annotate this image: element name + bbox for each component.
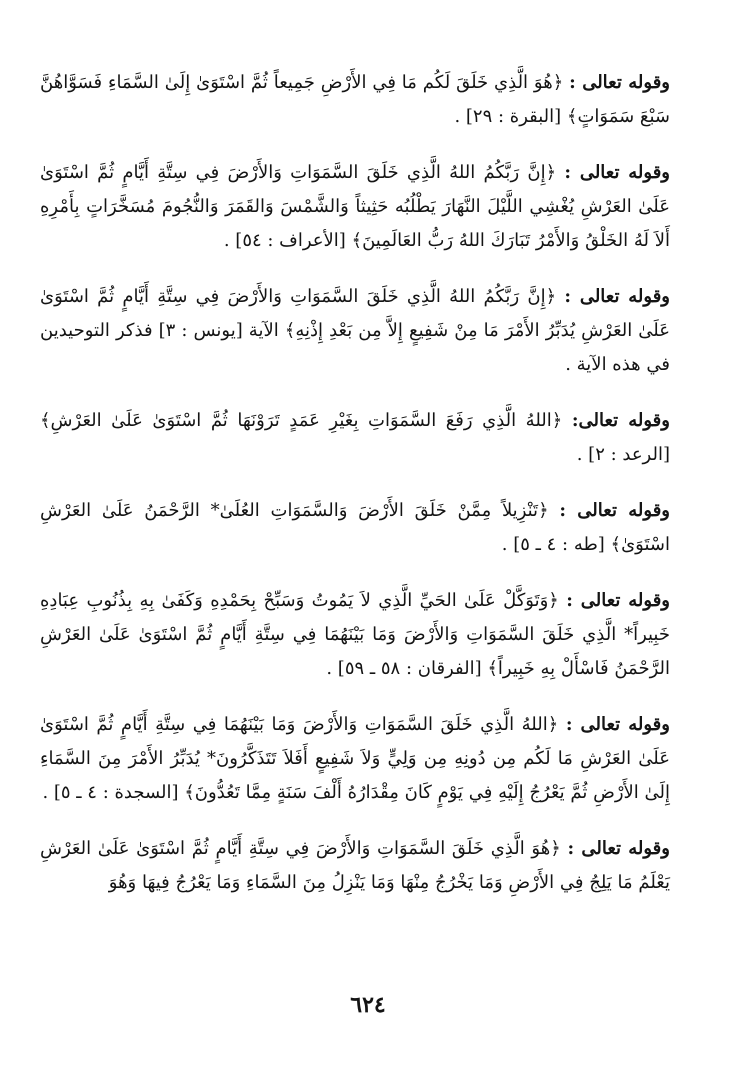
verse-paragraph-araf: [40, 156, 696, 258]
verse-intro: وقوله تعالى :: [564, 286, 670, 307]
verse-paragraph-furqan: [40, 584, 696, 686]
verse-text: ﴿وَتَوَكَّلْ عَلَىٰ الحَيِّ الَّذِي لاَ يَمُوتُ وَسَبِّحْ بِحَمْدِهِ وَكَفَىٰ بِهِ بِذُنُوبِ عِبَادِهِ خَبِيراً* الَّذِي خَلَقَ السَّمَوَاتِ وَالأَرْضَ وَمَا بَيْنَهُمَا فِي سِتَّةِ أَيَّامٍ ثُمَّ اسْتَوَىٰ عَلَىٰ العَرْشِ الرَّحْمَنُ فَاسْأَلْ بِهِ خَبِيراً﴾ [الفرقان : ٥٨ ـ ٥٩] .: [40, 590, 670, 679]
verse-text: ﴿هُوَ الَّذِي خَلَقَ السَّمَوَاتِ وَالأَرْضَ فِي سِتَّةِ أَيَّامٍ ثُمَّ اسْتَوَىٰ عَلَىٰ العَرْشِ يَعْلَمُ مَا يَلِجُ فِي الأَرْضِ وَمَا يَخْرُجُ مِنْهَا وَمَا يَنْزِلُ مِنَ السَّمَاءِ وَمَا يَعْرُجُ فِيهَا وَهُوَ: [40, 838, 670, 893]
verse-paragraph-yunus: [40, 280, 696, 382]
verse-intro: وقوله تعالى :: [567, 838, 670, 859]
verse-text: ﴿اللهُ الَّذِي خَلَقَ السَّمَوَاتِ وَالأَرْضَ وَمَا بَيْنَهُمَا فِي سِتَّةِ أَيَّامٍ ثُمَّ اسْتَوَىٰ عَلَىٰ العَرْشِ مَا لَكُم مِن دُونِهِ مِن وَلِيٍّ وَلاَ شَفِيعٍ أَفَلاَ تَتَذَكَّرُونَ* يُدَبِّرُ الأَمْرَ مِنَ السَّمَاءِ إِلَىٰ الأَرْضِ ثُمَّ يَعْرُجُ إِلَيْهِ فِي يَوْمٍ كَانَ مِقْدَارُهُ أَلْفَ سَنَةٍ مِمَّا تَعُدُّونَ﴾ [السجدة : ٤ ـ ٥] .: [40, 714, 670, 803]
verse-text: ﴿تَنْزِيلاً مِمَّنْ خَلَقَ الأَرْضَ وَالسَّمَوَاتِ العُلَىٰ* الرَّحْمَنُ عَلَىٰ العَرْشِ اسْتَوَىٰ﴾ [طه : ٤ ـ ٥] .: [40, 500, 670, 555]
verse-paragraph-taha: [40, 494, 696, 562]
verse-intro: وقوله تعالى:: [571, 410, 670, 431]
verse-text: ﴿إِنَّ رَبَّكُمُ اللهُ الَّذِي خَلَقَ السَّمَوَاتِ وَالأَرْضَ فِي سِتَّةِ أَيَّامٍ ثُمَّ اسْتَوَىٰ عَلَىٰ العَرْشِ يُغْشِي اللَّيْلَ النَّهَارَ يَطْلُبُه حَثِيثاً وَالشَّمْسَ وَالقَمَرَ وَالنُّجُومَ مُسَخَّرَاتٍ بِأَمْرِهِ أَلاَ لَهُ الخَلْقُ وَالأَمْرُ تَبَارَكَ اللهُ رَبُّ العَالَمِينَ﴾ [الأعراف : ٥٤] .: [40, 162, 670, 251]
verse-intro: وقوله تعالى :: [559, 500, 670, 521]
verse-paragraph-sajdah: [40, 708, 696, 810]
verse-text: ﴿اللهُ الَّذِي رَفَعَ السَّمَوَاتِ بِغَيْرِ عَمَدٍ تَرَوْنَهَا ثُمَّ اسْتَوَىٰ عَلَىٰ العَرْشِ﴾ [الرعد : ٢] .: [40, 410, 670, 465]
verse-intro: وقوله تعالى :: [566, 590, 670, 611]
verse-intro: وقوله تعالى :: [565, 714, 670, 735]
verse-paragraph-hadid: [40, 832, 696, 900]
verse-text: ﴿إِنَّ رَبَّكُمُ اللهُ الَّذِي خَلَقَ السَّمَوَاتِ وَالأَرْضَ فِي سِتَّةِ أَيَّامٍ ثُمَّ اسْتَوَىٰ عَلَىٰ العَرْشِ يُدَبِّرُ الأَمْرَ مَا مِنْ شَفِيعٍ إِلاَّ مِن بَعْدِ إِذْنِهِ﴾ الآية [يونس : ٣] فذكر التوحيدين في هذه الآية .: [40, 286, 670, 375]
verse-intro: وقوله تعالى :: [569, 72, 670, 93]
verse-text: ﴿هُوَ الَّذِي خَلَقَ لَكُم مَا فِي الأَرْضِ جَمِيعاً ثُمَّ اسْتَوَىٰ إِلَىٰ السَّمَاءِ فَسَوَّاهُنَّ سَبْعَ سَمَوَاتٍ﴾ [البقرة : ٢٩] .: [40, 72, 670, 127]
verse-paragraph-baqarah: [40, 66, 696, 134]
verse-paragraph-rad: [40, 404, 696, 472]
verse-intro: وقوله تعالى :: [564, 162, 670, 183]
page-number: ٦٢٤: [350, 992, 386, 1018]
